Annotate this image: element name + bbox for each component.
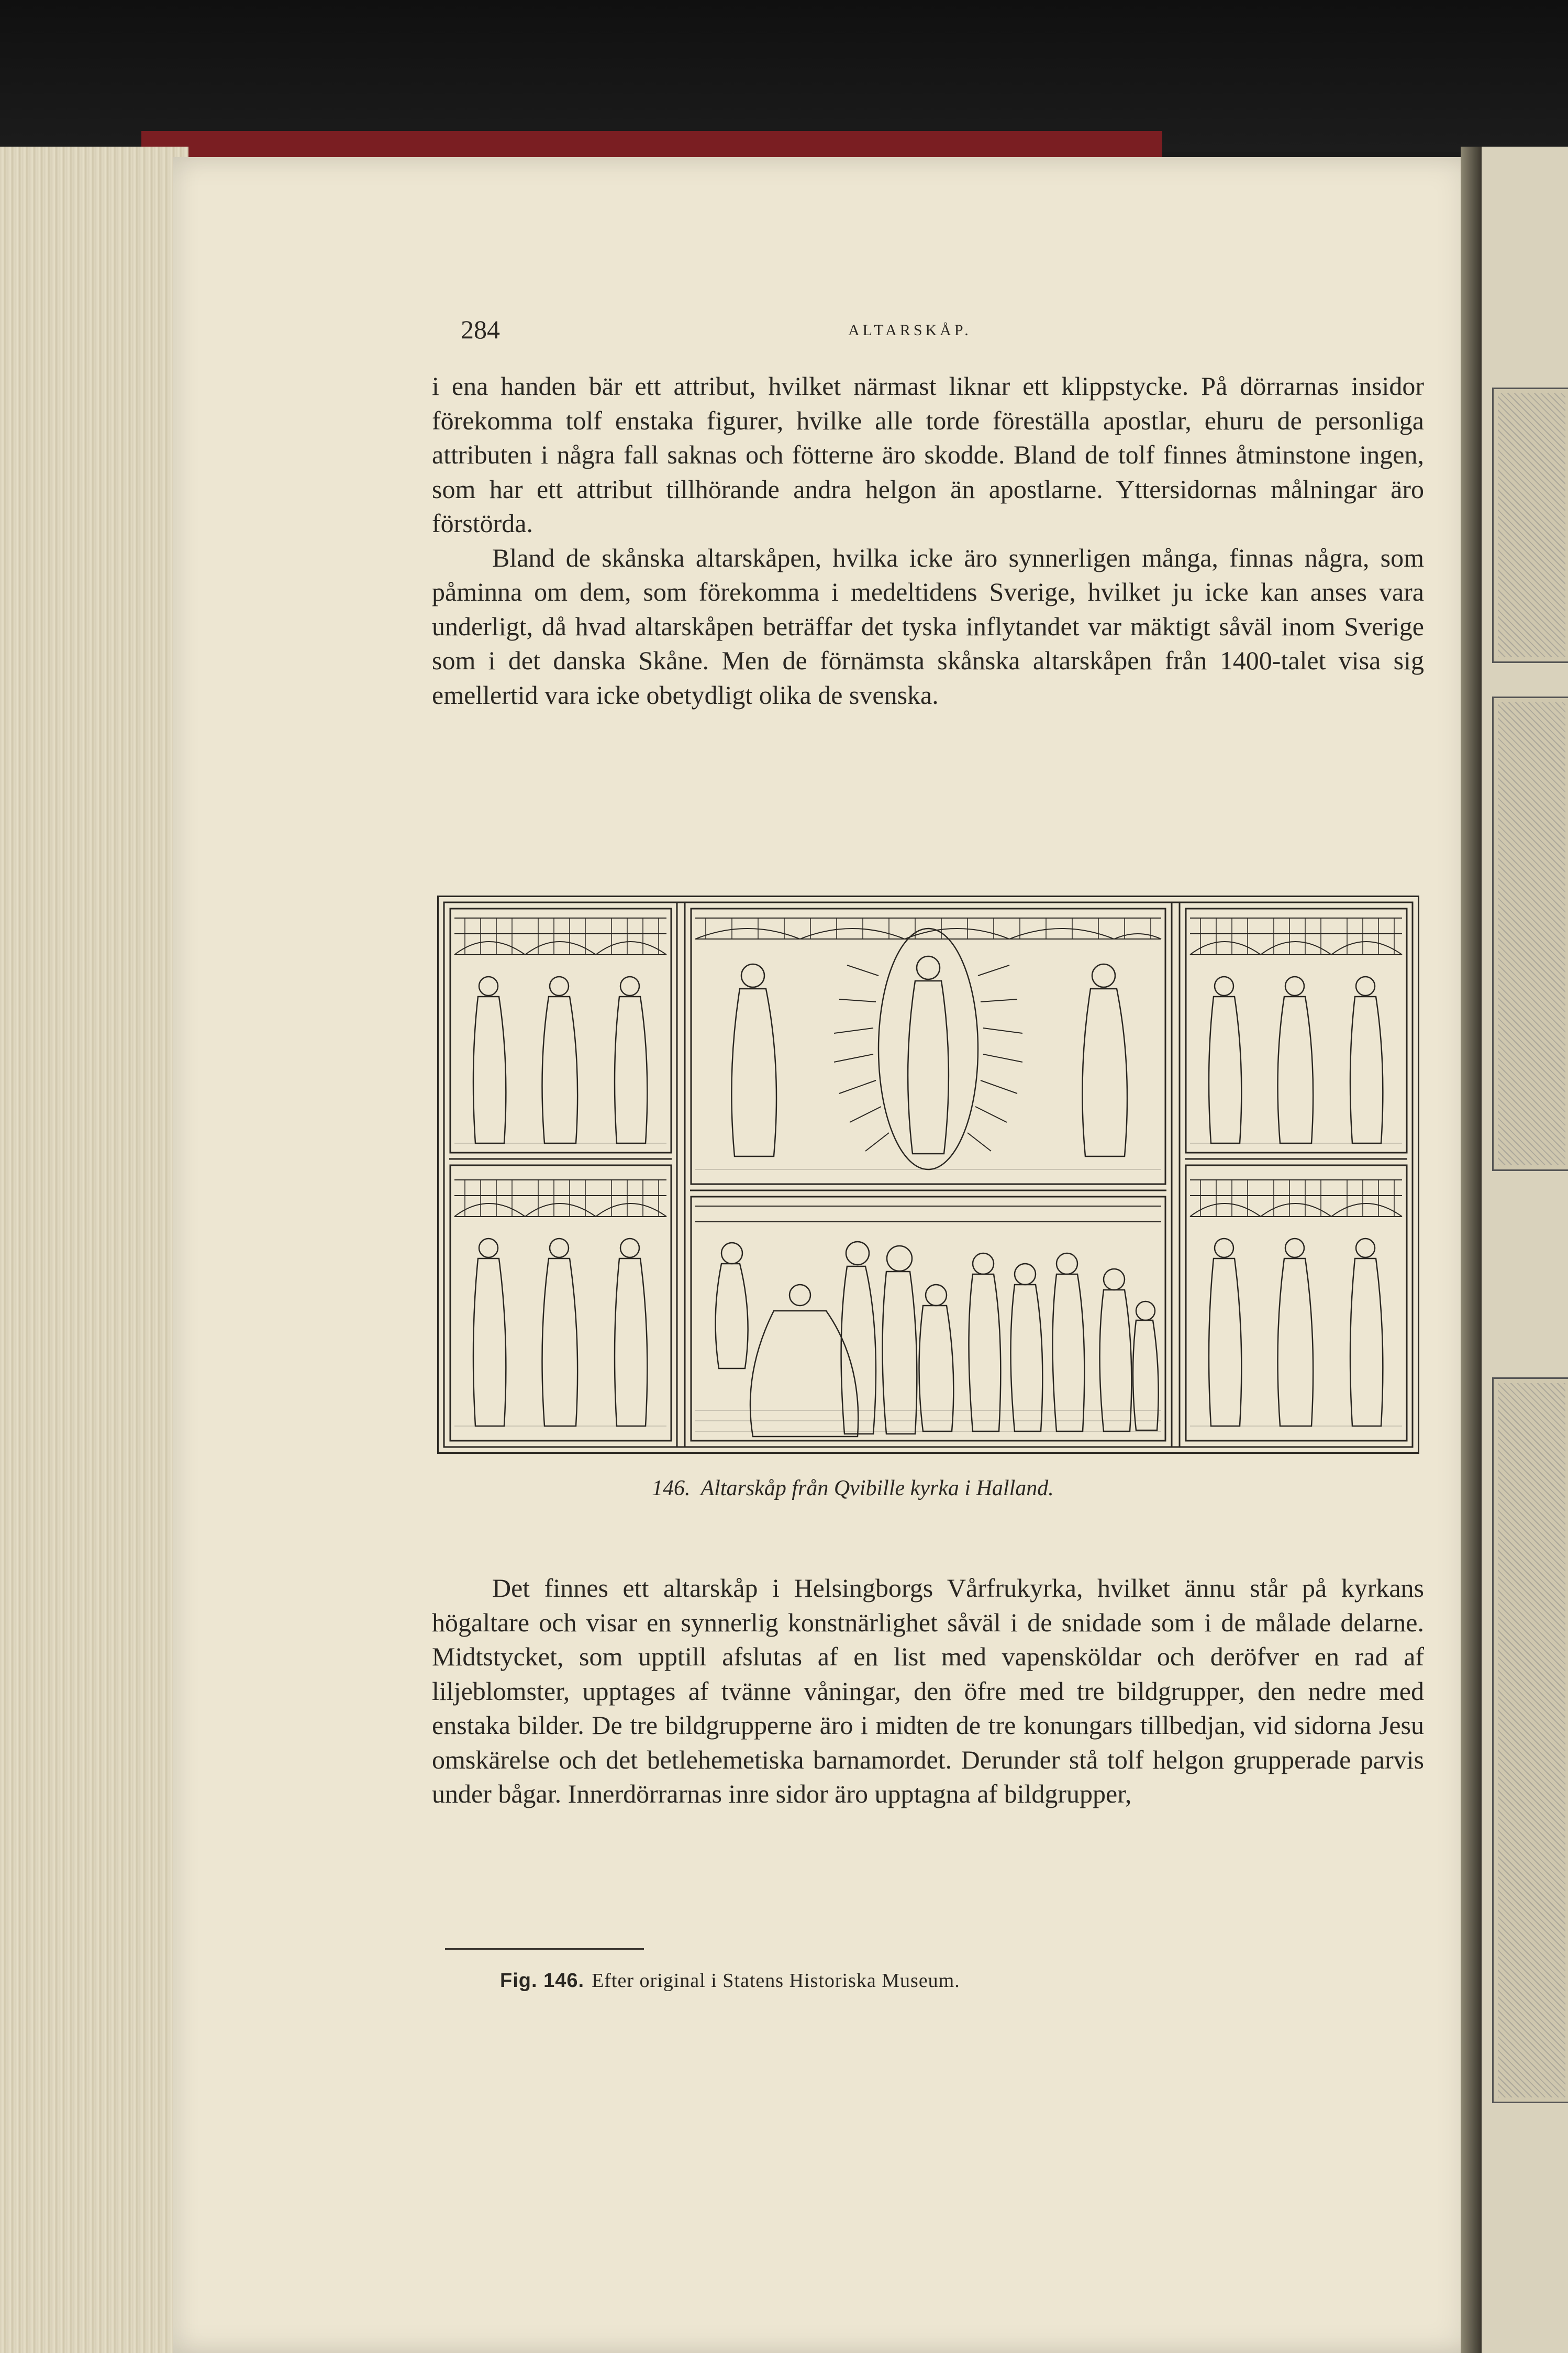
background-top <box>0 0 1568 152</box>
adjacent-figure <box>1492 1377 1568 2103</box>
adjacent-figure <box>1492 697 1568 1171</box>
footnote-label: Fig. 146. <box>500 1970 585 1992</box>
altarpiece-engraving <box>439 897 1418 1452</box>
footnote-divider <box>445 1948 644 1950</box>
footnote <box>500 1969 960 1992</box>
adjacent-page <box>1482 147 1568 2353</box>
book-gutter <box>1461 147 1482 2353</box>
body-text-top <box>432 369 1424 712</box>
altarpiece-illustration <box>437 896 1419 1454</box>
footnote-text: Efter original i Statens Historiska Museum. <box>592 1970 960 1992</box>
body-text-bottom <box>432 1571 1424 1811</box>
paragraph: Det finnes ett altarskåp i Helsingborgs Vårfrukyrka, hvilket ännu står på kyrkans högaltare och visar en synnerlig konstnärlighet såväl i de snidade som i de målade delarne. Midtstycket, som upptill afslutas af en list med vapensköldar och deröfver en rad af liljeblomster, upptages af tvänne våningar, den öfre med tre bildgrupper, den nedre med enstaka bilder. De tre bildgrupperne äro i midten de tre konungars tillbedjan, vid sidorna Jesu omskärelse och det betlehemetiska barnamordet. Derunder stå tolf helgon grupperade parvis under bågar. Innerdörrarnas inre sidor äro upptagna af bildgrupper, <box>432 1573 1424 1808</box>
book-cover-edge <box>141 131 1162 157</box>
paragraph: Bland de skånska altarskåpen, hvilka icke äro synnerligen många, finnas några, som påminna om dem, som förekomma i medeltidens Sverige, hvilket ju icke kan anses vara underligt, då hvad altarskåpen beträffar det tyska inflytandet var mäktigt såväl inom Sverige som i det danska Skåne. Men de förnämsta skånska altarskåpen från 1400-talet visa sig emellertid vara icke obetydligt olika de svenska. <box>432 543 1424 710</box>
paragraph: i ena handen bär ett attribut, hvilket närmast liknar ett klippstycke. På dörrarnas insidor förekomma tolf enstaka figurer, hvilke alle torde föreställa apostlar, ehuru de personliga attributen i några fall saknas och fötterne äro skodde. Bland de tolf finnes åtminstone ingen, som har ett attribut tillhörande andra helgon än apostlarne. Yttersidornas målningar äro förstörda. <box>432 371 1424 538</box>
adjacent-figure <box>1492 388 1568 663</box>
running-head: ALTARSKÅP. <box>848 322 972 339</box>
figure-caption-text: Altarskåp från Qvibille kyrka i Halland. <box>700 1476 1054 1500</box>
page-number: 284 <box>461 315 500 344</box>
figure-number: 146. <box>652 1476 691 1500</box>
figure-caption <box>652 1476 1054 1501</box>
page-header <box>461 314 1419 351</box>
page-edges <box>0 147 188 2353</box>
